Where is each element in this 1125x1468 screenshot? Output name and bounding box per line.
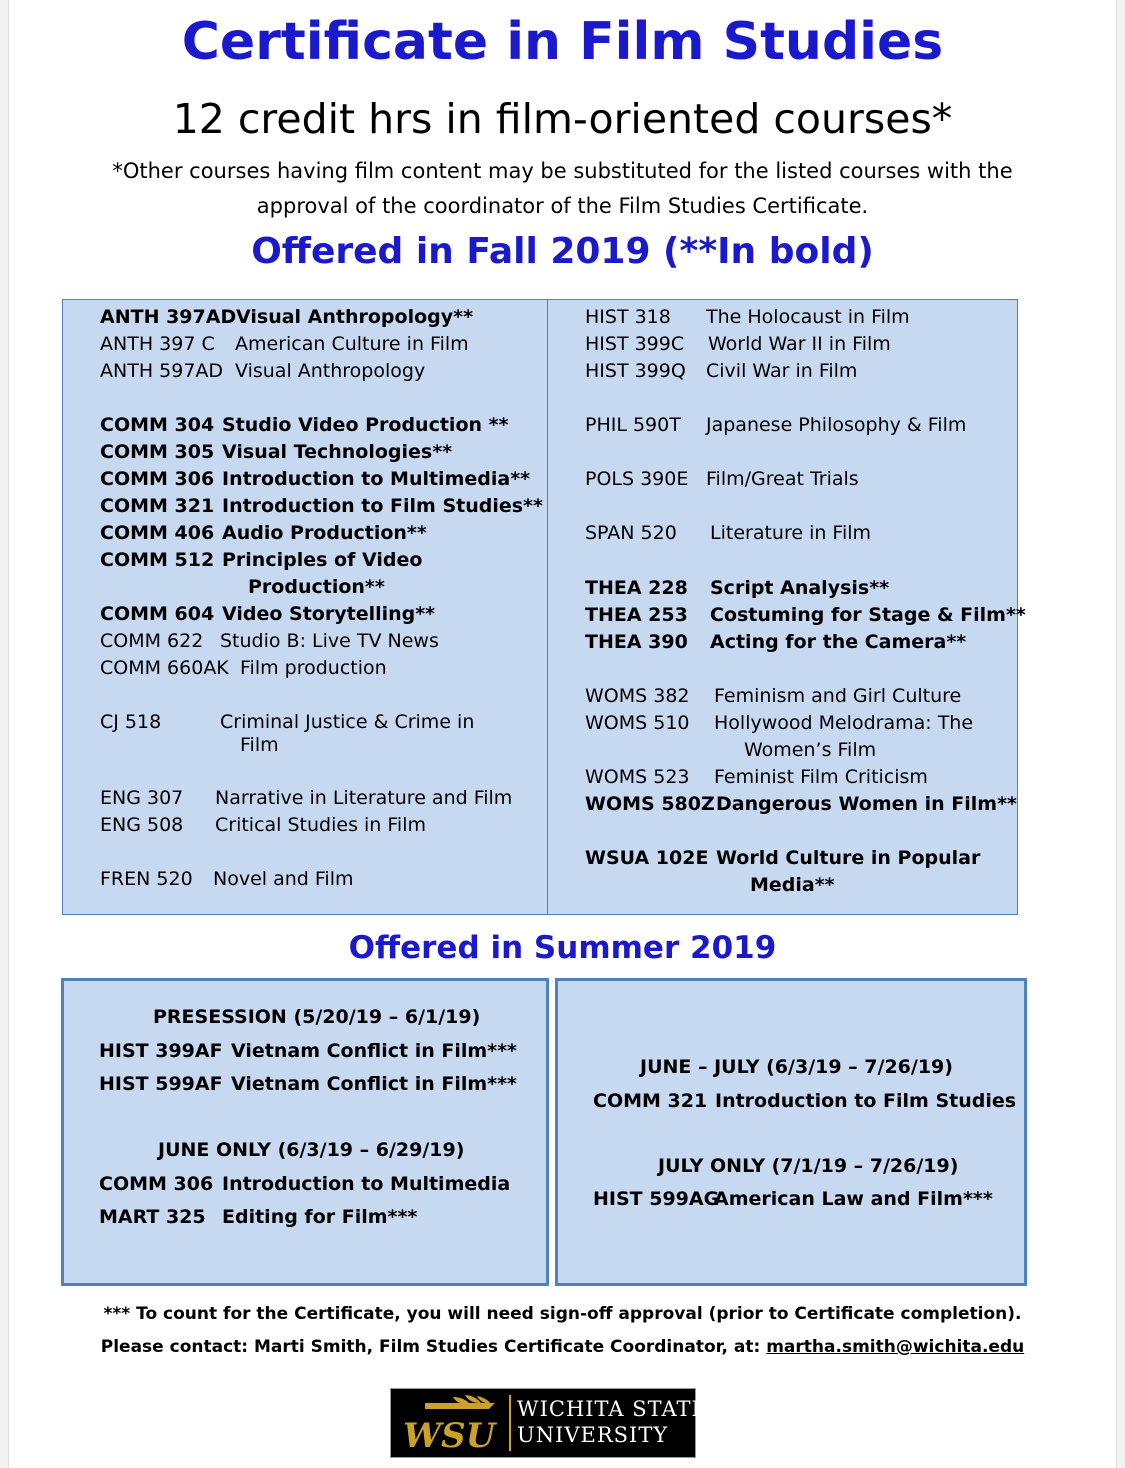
svg-text:WSU: WSU: [403, 1416, 496, 1453]
footer-contact: [0, 1332, 1125, 1362]
note-line-1: *Other courses having film content may be substituted for the listed courses with the: [112, 159, 1013, 183]
coordinator-email-link[interactable]: martha.smith@wichita.edu: [766, 1337, 1025, 1357]
june-july-heading: JUNE – JULY (6/3/19 – 7/26/19): [640, 1056, 953, 1078]
june-only-heading: JUNE ONLY (6/3/19 – 6/29/19): [158, 1139, 465, 1161]
column-divider: [547, 300, 548, 914]
page-subtitle: 12 credit hrs in film-oriented courses*: [172, 95, 953, 143]
wichita-state-logo: [390, 1388, 708, 1458]
substitution-note: [60, 154, 1065, 224]
shocker-wheat-icon: [395, 1393, 507, 1453]
note-line-2: approval of the coordinator of the Film Studies Certificate.: [256, 194, 869, 218]
footer-approval-note: *** To count for the Certificate, you will need sign-off approval (prior to Certificate completion).: [103, 1304, 1022, 1324]
logo-text-line-1: WICHITA STATE: [517, 1397, 708, 1421]
page-title: Certificate in Film Studies: [181, 12, 944, 72]
fall-heading: Offered in Fall 2019 (**In bold): [251, 231, 874, 272]
contact-text: Please contact: Marti Smith, Film Studies Certificate Coordinator, at:: [100, 1337, 767, 1357]
summer-box-right: [555, 978, 1027, 1286]
summer-heading: Offered in Summer 2019: [348, 930, 777, 966]
presession-heading: PRESESSION (5/20/19 – 6/1/19): [153, 1006, 481, 1028]
logo-separator: [509, 1395, 511, 1451]
july-only-heading: JULY ONLY (7/1/19 – 7/26/19): [658, 1155, 959, 1177]
logo-text-line-2: UNIVERSITY: [517, 1423, 669, 1447]
fall-courses-box: ANTH 397AD Visual Anthropology** ANTH 397 C American Culture in Film ANTH 597AD Visual Anthropology COMM 304 Studio Video Production ** COMM 305 Visual Technologies** COMM 306 Introduction to Multimedia** COMM 321 Introduction to Film Studies** COMM 406 Audio Production** COMM 512 Principles of Video Production** COMM 604 Video Storytelling** COMM 622 Studio B: Live TV News COMM 660AK Film production CJ 518 Criminal Justice & Crime in Film ENG 307 Narrative in Literature and Film ENG 508 Critical Studies in Film FREN 520 Novel and Film HIST 318 The Holocaust in Film HIST 399C World War II in Film HIST 399Q Civil War in Film PHIL 590T Japanese Philosophy & Film POLS 390E Film/Great Trials SPAN 520 Literature in Film THEA 228 Script Analysis** THEA 253 Costuming for Stage & Film** THEA 390 Acting for the Camera** WOMS 382 Feminism and Girl Culture WOMS 510 Hollywood Melodrama: The Women’s Film WOMS 523 Feminist Film Criticism WOMS 580Z Dangerous Women in Film** WSUA 102E World Culture in Popular Media**: [62, 299, 1018, 915]
